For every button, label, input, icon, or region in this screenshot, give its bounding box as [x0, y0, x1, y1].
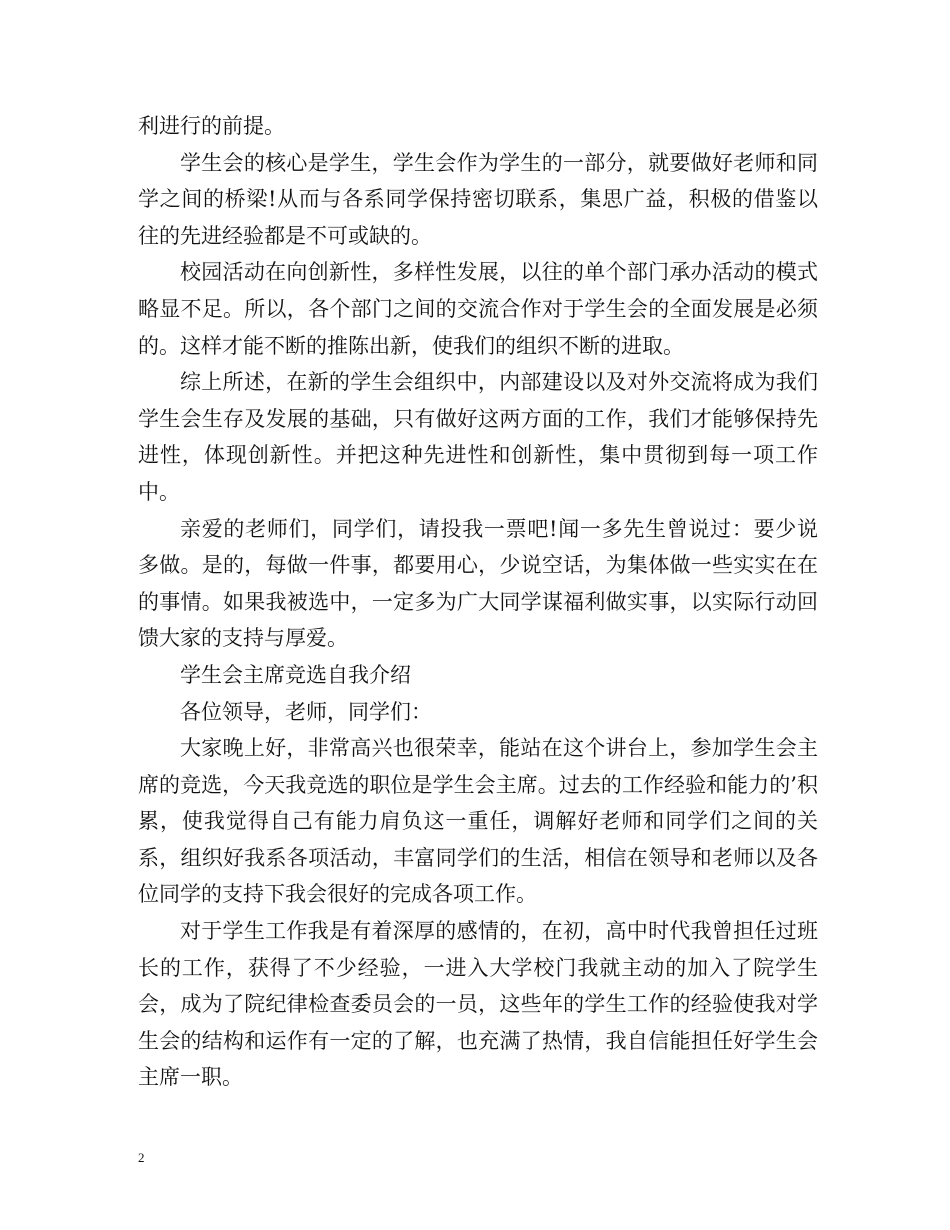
section-heading: 学生会主席竞选自我介绍: [180, 662, 411, 687]
page-content: [138, 108, 818, 1096]
paragraph-greeting: 大家晚上好，非常高兴也很荣幸，能站在这个讲台上，参加学生会主席的竞选，今天我竞选的职位是学生会主席。过去的工作经验和能力的’积累，使我觉得自己有能力肩负这一重任，调解好老师和同学们之间的关系，组织好我系各项活动，丰富同学们的生活，相信在领导和老师以及各位同学的支持下我会很好的完成各项工作。: [138, 736, 818, 907]
paragraph-campus-activities: 校园活动在向创新性，多样性发展，以往的单个部门承办活动的模式略显不足。所以，各个部门之间的交流合作对于学生会的全面发展是必须的。这样才能不断的推陈出新，使我们的组织不断的进取。: [138, 260, 818, 358]
paragraph-experience: 对于学生工作我是有着深厚的感情的，在初，高中时代我曾担任过班长的工作，获得了不少经验，一进入大学校门我就主动的加入了院学生会，成为了院纪律检查委员会的一员，这些年的学生工作的经验使我对学生会的结构和运作有一定的了解，也充满了热情，我自信能担任好学生会主席一职。: [138, 919, 818, 1090]
paragraph-vote-appeal: 亲爱的老师们，同学们，请投我一票吧!闻一多先生曾说过：要少说多做。是的，每做一件事，都要用心，少说空话，为集体做一些实实在在的事情。如果我被选中，一定多为广大同学谋福利做实事，以实际行动回馈大家的支持与厚爱。: [138, 516, 818, 651]
paragraph-student-union-core: 学生会的核心是学生，学生会作为学生的一部分，就要做好老师和同学之间的桥梁!从而与各系同学保持密切联系，集思广益，积极的借鉴以往的先进经验都是不可或缺的。: [138, 150, 818, 248]
paragraph-continuation: 利进行的前提。: [138, 114, 285, 138]
page-number: 2: [138, 1150, 145, 1165]
salutation: 各位领导，老师，同学们：: [180, 699, 432, 724]
paragraph-summary: 综上所述，在新的学生会组织中，内部建设以及对外交流将成为我们学生会生存及发展的基础，只有做好这两方面的工作，我们才能够保持先进性，体现创新性。并把这种先进性和创新性，集中贯彻到每一项工作中。: [138, 370, 818, 504]
